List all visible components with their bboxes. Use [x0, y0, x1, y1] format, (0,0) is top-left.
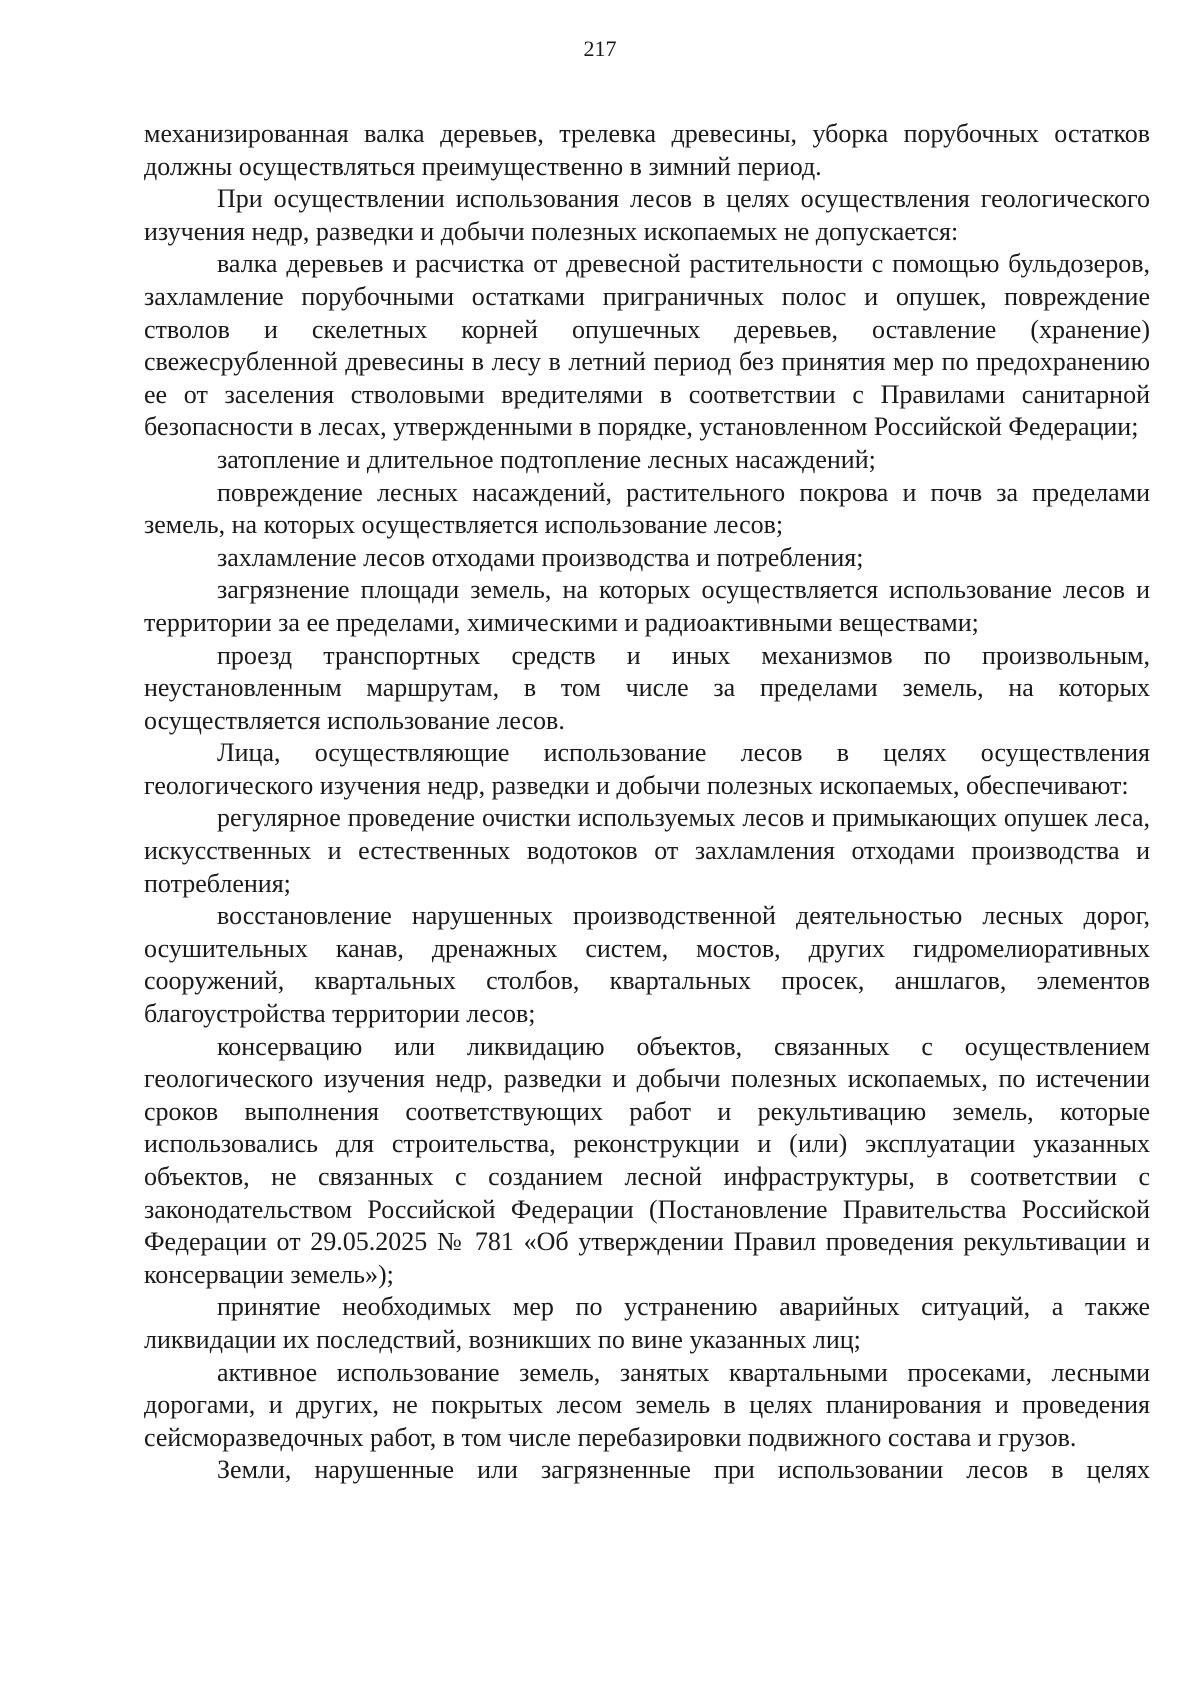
paragraph: захламление лесов отходами производства и потребления;	[217, 542, 864, 572]
paragraph: При осуществлении использования лесов в целях осуществления геологического изучения недр, разведки и добычи полезных ископаемых не допускается:	[144, 184, 1150, 246]
paragraph: механизированная валка деревьев, трелевка древесины, уборка порубочных остатков должны осуществляться преимущественно в зимний период.	[144, 119, 1150, 181]
paragraph: регулярное проведение очистки используемых лесов и примыкающих опушек леса, искусственных и естественных водотоков от захламления отходами производства и потребления;	[144, 803, 1150, 898]
paragraph: восстановление нарушенных производственной деятельностью лесных дорог, осушительных канав, дренажных систем, мостов, других гидромелиоративных сооружений, квартальных столбов, квартальных просек, аншлагов, элементов благоустройства территории лесов;	[144, 901, 1150, 1029]
page-number: 217	[583, 36, 617, 61]
paragraph: активное использование земель, занятых квартальными просеками, лесными дорогами, и других, не покрытых лесом земель в целях планирования и проведения сейсморазведочных работ, в том числе перебазировки подвижного состава и грузов.	[144, 1357, 1150, 1452]
paragraph-continued: Земли, нарушенные или загрязненные при использовании лесов в целях	[217, 1455, 1150, 1485]
paragraph: повреждение лесных насаждений, растительного покрова и почв за пределами земель, на которых осуществляется использование лесов;	[144, 477, 1150, 540]
paragraph: проезд транспортных средств и иных механизмов по произвольным, неустановленным маршрутам, в том числе за пределами земель, на которых осуществляется использование лесов.	[144, 640, 1150, 735]
paragraph: консервацию или ликвидацию объектов, связанных с осуществлением геологического изучения недр, разведки и добычи полезных ископаемых, по истечении сроков выполнения соответствующих работ и рекультивацию земель, которые использовались для строительства, реконструкции и (или) эксплуатации указанных объектов, не связанных с созданием лесной инфраструктуры, в соответствии с законодательством Российской Федерации (Постановление Правительства Российской Федерации от 29.05.2025 № 781 «Об утверждении Правил проведения рекультивации и консервации земель»);	[144, 1031, 1150, 1289]
paragraph: валка деревьев и расчистка от древесной растительности с помощью бульдозеров, захламление порубочными остатками приграничных полос и опушек, повреждение стволов и скелетных корней опушечных деревьев, оставление (хранение) свежесрубленной древесины в лесу в летний период без принятия мер по предохранению ее от заселения стволовыми вредителями в соответствии с Правилами санитарной безопасности в лесах, утвержденными в порядке, установленном Российской Федерации;	[144, 249, 1150, 442]
document-body	[144, 118, 1150, 1487]
paragraph: принятие необходимых мер по устранению аварийных ситуаций, а также ликвидации их последствий, возникших по вине указанных лиц;	[144, 1292, 1150, 1354]
paragraph: загрязнение площади земель, на которых осуществляется использование лесов и территории за ее пределами, химическими и радиоактивными веществами;	[144, 575, 1150, 637]
paragraph: затопление и длительное подтопление лесных насаждений;	[217, 444, 876, 474]
paragraph: Лица, осуществляющие использование лесов в целях осуществления геологического изучения недр, разведки и добычи полезных ископаемых, обеспечивают:	[144, 738, 1150, 800]
